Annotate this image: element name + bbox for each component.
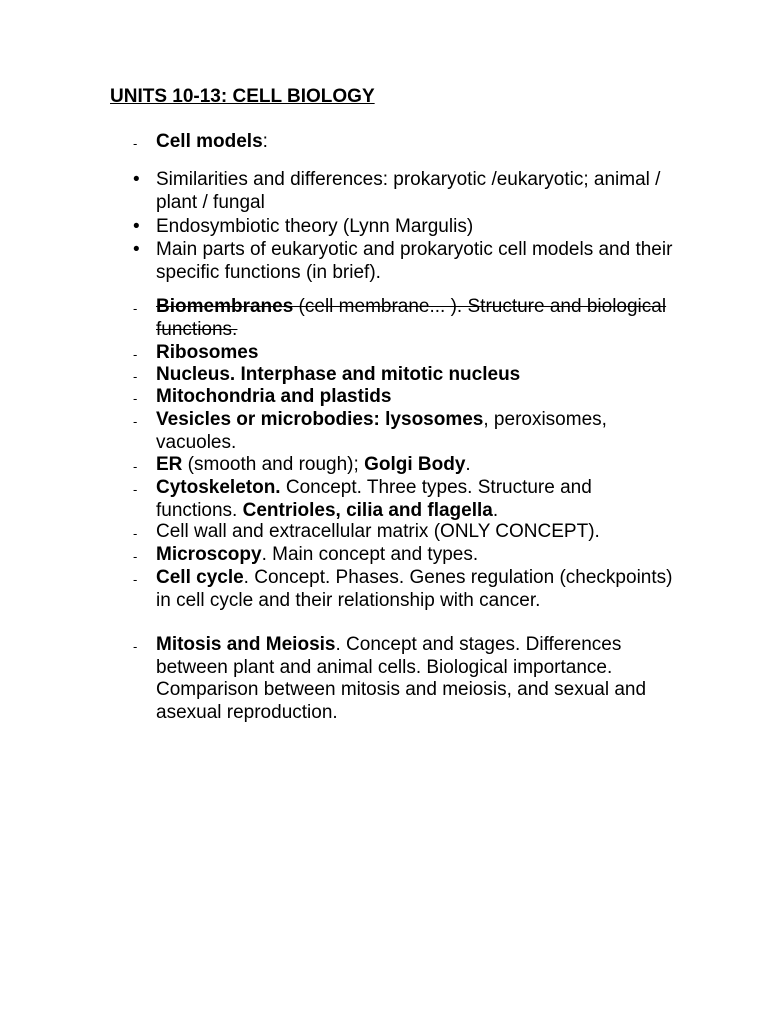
list-item-mitosis bbox=[133, 634, 673, 724]
bullet-item bbox=[133, 169, 673, 214]
item-heading: Mitochondria and plastids bbox=[156, 386, 392, 407]
item-text: . Main concept and types. bbox=[261, 544, 479, 565]
item-heading: Vesicles or microbodies: lysosomes bbox=[156, 409, 484, 430]
bullet-item bbox=[133, 216, 673, 239]
item-heading-2: Centrioles, cilia and flagella bbox=[242, 499, 493, 521]
item-heading: Cell cycle bbox=[156, 567, 244, 588]
dash-marker: - bbox=[133, 414, 138, 429]
dash-marker: - bbox=[133, 526, 138, 541]
dash-marker: - bbox=[133, 459, 138, 474]
item-heading-2: Golgi Body bbox=[364, 454, 466, 475]
bullet-marker: • bbox=[133, 169, 140, 190]
bullet-text: Main parts of eukaryotic and prokaryotic cell models and their specific functions (in brief). bbox=[156, 239, 673, 283]
dash-marker: - bbox=[133, 639, 138, 654]
bullet-item bbox=[133, 239, 673, 284]
list-item-nucleus bbox=[133, 364, 673, 387]
list-item-cell-wall bbox=[133, 521, 673, 544]
item-heading: Biomembranes bbox=[156, 296, 294, 317]
list-item-vesicles bbox=[133, 409, 673, 454]
dash-marker: - bbox=[133, 136, 138, 151]
item-heading: ER bbox=[156, 454, 183, 475]
item-heading: Mitosis and Meiosis bbox=[156, 634, 336, 655]
dash-marker: - bbox=[133, 347, 138, 362]
item-text: (cell membrane... ). Structure and biological functions. bbox=[156, 296, 667, 340]
item-text: Cell wall and extracellular matrix (ONLY CONCEPT). bbox=[156, 521, 600, 542]
item-heading: Cell models bbox=[156, 131, 263, 152]
dash-marker: - bbox=[133, 482, 138, 497]
page-title: UNITS 10-13: CELL BIOLOGY bbox=[110, 86, 375, 107]
list-item-mitochondria bbox=[133, 386, 673, 409]
item-text: : bbox=[262, 131, 268, 152]
list-item-microscopy bbox=[133, 544, 673, 567]
dash-marker: - bbox=[133, 549, 138, 564]
list-item-biomembranes bbox=[133, 296, 673, 341]
list-item-cytoskeleton bbox=[133, 477, 673, 522]
dash-marker: - bbox=[133, 369, 138, 384]
item-text: (smooth and rough); bbox=[182, 454, 365, 475]
dash-marker: - bbox=[133, 301, 138, 316]
bullet-text: Endosymbiotic theory (Lynn Margulis) bbox=[156, 216, 474, 237]
item-text-end: . bbox=[492, 499, 499, 521]
list-item-cell-cycle bbox=[133, 567, 673, 612]
item-text: . Concept and stages. Differences between plant and animal cells. Biological importance. Comparison between mitosis and meiosis, and sexual and asexual reproduction. bbox=[156, 634, 647, 723]
dash-marker: - bbox=[133, 391, 138, 406]
item-text: , peroxisomes, vacuoles. bbox=[156, 409, 607, 453]
item-heading: Cytoskeleton. bbox=[156, 477, 281, 498]
item-heading: Nucleus. Interphase and mitotic nucleus bbox=[156, 364, 521, 385]
list-item-er bbox=[133, 454, 673, 477]
item-heading: Ribosomes bbox=[156, 342, 259, 363]
item-text: . Concept. Phases. Genes regulation (checkpoints) in cell cycle and their relationship with cancer. bbox=[156, 567, 673, 611]
bullet-text: Similarities and differences: prokaryotic /eukaryotic; animal / plant / fungal bbox=[156, 169, 661, 213]
item-text: Concept. Three types. Structure and functions. bbox=[156, 477, 592, 521]
bullet-marker: • bbox=[133, 216, 140, 237]
list-item-ribosomes bbox=[133, 342, 673, 365]
item-text-end: . bbox=[465, 454, 471, 475]
dash-marker: - bbox=[133, 572, 138, 587]
item-heading: Microscopy bbox=[156, 544, 262, 565]
bullet-marker: • bbox=[133, 239, 140, 260]
list-item-cell-models bbox=[133, 131, 673, 154]
